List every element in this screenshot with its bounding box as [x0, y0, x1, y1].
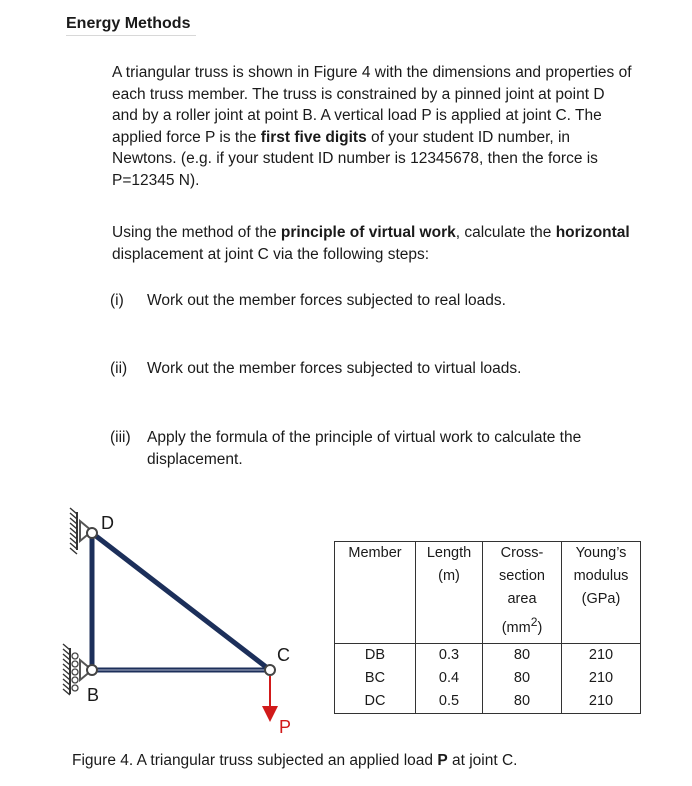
joint-d	[87, 528, 97, 538]
method-bold-virtual-work: principle of virtual work	[280, 224, 456, 241]
cell-modulus: 210	[562, 690, 641, 714]
label-b: B	[87, 685, 100, 705]
header-area-superscript: 2	[530, 615, 538, 629]
section-heading: Energy Methods	[66, 15, 196, 36]
table-row	[335, 690, 641, 714]
intro-text-1: A triangular truss is shown in Figure 4 with the dimensions and properties of each truss member. The truss is constrained by a pinned joint at point D and by a roller joint at point B. A vertical load P is applied at joint C. The applied force P is the	[112, 64, 632, 146]
caption-bold-p: P	[437, 752, 448, 769]
member-dc	[92, 533, 270, 670]
step-1-text: Work out the member forces subjected to real loads.	[147, 292, 506, 309]
cell-modulus: 210	[562, 643, 641, 667]
joint-b	[87, 665, 97, 675]
member-properties-table	[334, 541, 641, 714]
caption-text-2: at joint C.	[447, 752, 518, 769]
label-d: D	[101, 513, 114, 533]
table-header-row	[335, 542, 641, 644]
header-modulus-line2: modulus	[573, 568, 629, 584]
joint-c	[265, 665, 275, 675]
cell-area: 80	[483, 643, 562, 667]
table-row	[335, 667, 641, 690]
figure-caption	[72, 751, 517, 771]
header-modulus	[562, 542, 641, 644]
header-length	[416, 542, 483, 644]
header-length-line2: (m)	[438, 568, 460, 584]
method-bold-horizontal: horizontal	[555, 224, 630, 241]
cell-member: DC	[335, 690, 416, 714]
intro-bold-first-five-digits: first five digits	[260, 128, 367, 146]
step-3-number: (iii)	[110, 429, 131, 446]
step-3-text: Apply the formula of the principle of virtual work to calculate the displacement.	[147, 429, 582, 468]
header-modulus-line3: (GPa)	[581, 591, 621, 607]
header-member	[335, 542, 416, 644]
intro-text-2: of your student ID number, in Newtons. (e.g. if your student ID number is 12345678, then the force is P=12345 N).	[112, 128, 598, 189]
step-1-number: (i)	[110, 292, 124, 309]
cell-length: 0.4	[416, 667, 483, 690]
caption-text-1: Figure 4. A triangular truss subjected an applied load	[72, 752, 438, 769]
header-modulus-line1: Young’s	[575, 545, 627, 561]
header-length-line1: Length	[426, 545, 472, 561]
label-c: C	[277, 645, 290, 665]
cell-modulus: 210	[562, 667, 641, 690]
cell-member: BC	[335, 667, 416, 690]
header-area-line3: area	[507, 591, 537, 607]
step-2-number: (ii)	[110, 360, 128, 377]
method-text-1: Using the method of the	[112, 224, 281, 241]
header-area-close: )	[537, 619, 543, 636]
cell-length: 0.5	[416, 690, 483, 714]
method-text-2: , calculate the	[455, 224, 556, 241]
cell-area: 80	[483, 667, 562, 690]
cell-length: 0.3	[416, 643, 483, 667]
step-2-text: Work out the member forces subjected to virtual loads.	[147, 360, 522, 377]
cell-area: 80	[483, 690, 562, 714]
method-text-3: displacement at joint C via the following steps:	[112, 245, 430, 263]
table-row	[335, 643, 641, 667]
label-p: P	[279, 717, 292, 737]
cell-member: DB	[335, 643, 416, 667]
header-member-text: Member	[348, 545, 402, 561]
header-area	[483, 542, 562, 644]
header-area-line2: section	[499, 568, 545, 584]
header-area-line1: Cross-	[500, 545, 544, 561]
header-area-line4: (mm	[501, 619, 531, 636]
